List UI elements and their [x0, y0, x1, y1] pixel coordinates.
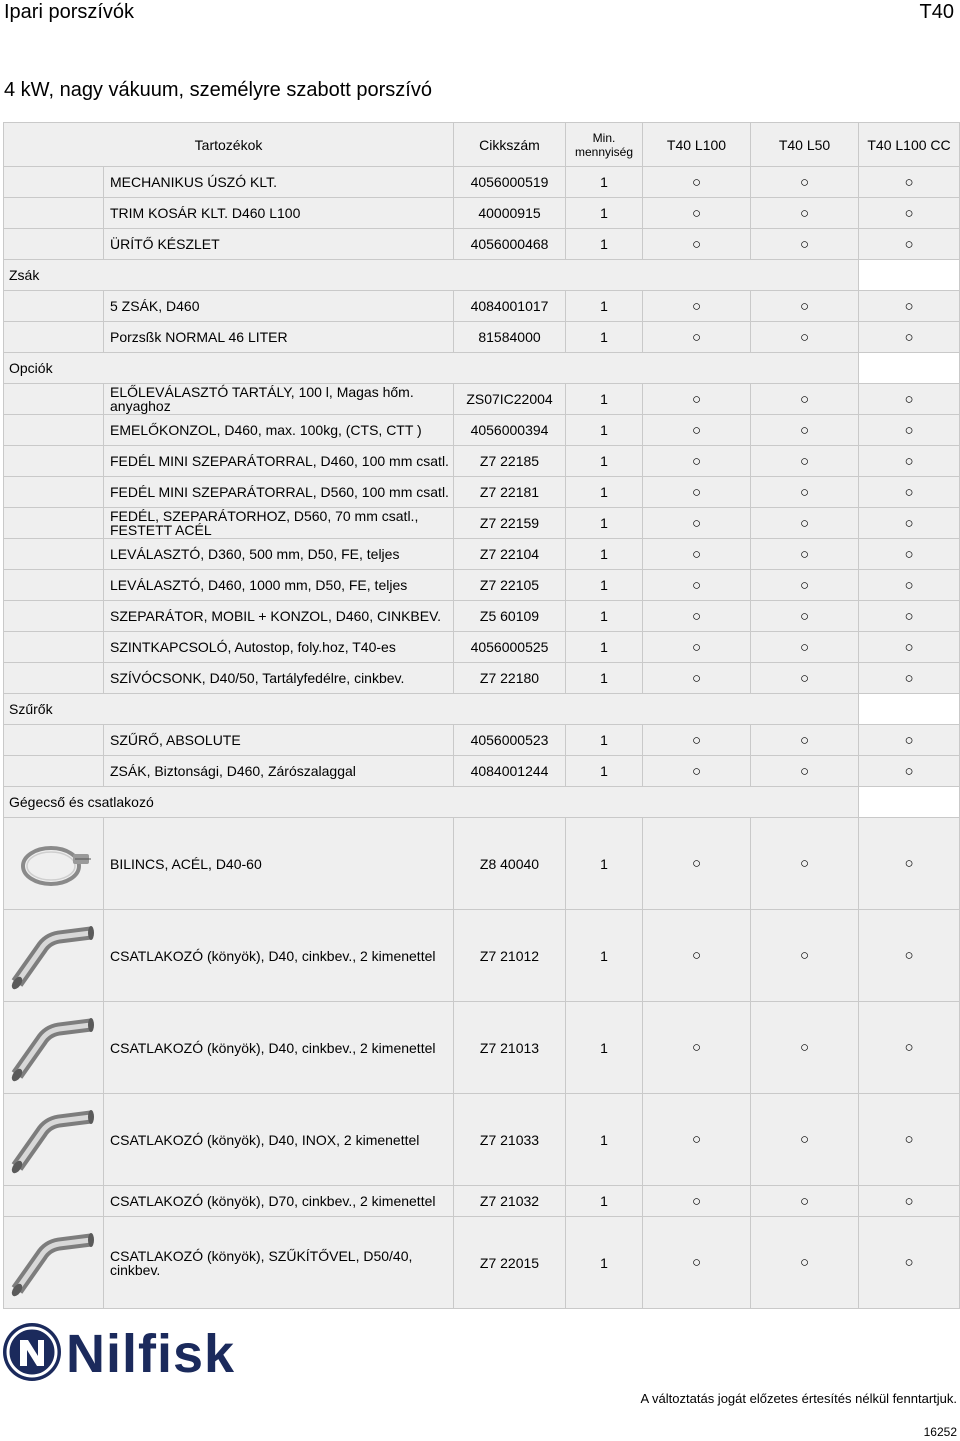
availability-t40-l50: ○ — [751, 756, 859, 787]
item-min-qty: 1 — [566, 632, 643, 663]
image-cell — [4, 384, 104, 415]
category-row — [4, 353, 960, 384]
table-row — [4, 632, 960, 663]
item-min-qty: 1 — [566, 384, 643, 415]
footer-note: A változtatás jogát előzetes értesítés nélkül fenntartjuk. — [640, 1391, 957, 1406]
document-title: Ipari porszívók — [4, 1, 135, 23]
table-row — [4, 818, 960, 910]
availability-t40-l50: ○ — [751, 539, 859, 570]
availability-t40-l100-cc: ○ — [859, 1002, 960, 1094]
item-min-qty: 1 — [566, 756, 643, 787]
accessories-table — [3, 122, 960, 1309]
image-cell — [4, 322, 104, 353]
availability-t40-l100: ○ — [643, 446, 751, 477]
table-row — [4, 446, 960, 477]
item-min-qty: 1 — [566, 910, 643, 1002]
elbow-image — [4, 1217, 104, 1309]
availability-t40-l100-cc: ○ — [859, 1094, 960, 1186]
availability-t40-l100: ○ — [643, 415, 751, 446]
item-name: 5 ZSÁK, D460 — [104, 291, 454, 322]
availability-t40-l100-cc: ○ — [859, 384, 960, 415]
availability-t40-l50: ○ — [751, 570, 859, 601]
item-min-qty: 1 — [566, 1217, 643, 1309]
item-min-qty: 1 — [566, 663, 643, 694]
image-cell — [4, 756, 104, 787]
table-row — [4, 539, 960, 570]
item-code: Z7 21033 — [454, 1094, 566, 1186]
category-filler — [859, 353, 960, 384]
availability-t40-l100: ○ — [643, 756, 751, 787]
table-row — [4, 415, 960, 446]
image-cell — [4, 477, 104, 508]
product-subtitle: 4 kW, nagy vákuum, személyre szabott porszívó — [4, 79, 432, 101]
availability-t40-l50: ○ — [751, 198, 859, 229]
image-cell — [4, 601, 104, 632]
item-code: ZS07IC22004 — [454, 384, 566, 415]
item-code: 81584000 — [454, 322, 566, 353]
table-row — [4, 508, 960, 539]
availability-t40-l50: ○ — [751, 601, 859, 632]
item-name: SZÍVÓCSONK, D40/50, Tartályfedélre, cinkbev. — [104, 663, 454, 694]
item-name: SZINTKAPCSOLÓ, Autostop, foly.hoz, T40-es — [104, 632, 454, 663]
image-cell — [4, 446, 104, 477]
item-code: Z8 40040 — [454, 818, 566, 910]
document-model: T40 — [919, 1, 954, 23]
availability-t40-l100: ○ — [643, 198, 751, 229]
availability-t40-l50: ○ — [751, 415, 859, 446]
item-name: FEDÉL MINI SZEPARÁTORRAL, D460, 100 mm csatl. — [104, 446, 454, 477]
availability-t40-l100: ○ — [643, 291, 751, 322]
item-code: Z7 21013 — [454, 1002, 566, 1094]
clamp-image — [4, 818, 104, 910]
col-header-t40-l100-cc: T40 L100 CC — [859, 123, 960, 167]
item-code: Z7 22180 — [454, 663, 566, 694]
availability-t40-l50: ○ — [751, 818, 859, 910]
table-row — [4, 384, 960, 415]
document-header — [0, 0, 960, 26]
availability-t40-l100-cc: ○ — [859, 756, 960, 787]
item-code: 4084001017 — [454, 291, 566, 322]
availability-t40-l100-cc: ○ — [859, 1217, 960, 1309]
item-name: LEVÁLASZTÓ, D460, 1000 mm, D50, FE, teljes — [104, 570, 454, 601]
item-min-qty: 1 — [566, 446, 643, 477]
availability-t40-l100: ○ — [643, 167, 751, 198]
item-min-qty: 1 — [566, 229, 643, 260]
item-code: Z7 22105 — [454, 570, 566, 601]
table-row — [4, 663, 960, 694]
category-label: Szűrők — [4, 694, 859, 725]
category-row — [4, 694, 960, 725]
item-name: SZEPARÁTOR, MOBIL + KONZOL, D460, CINKBEV. — [104, 601, 454, 632]
image-cell — [4, 198, 104, 229]
availability-t40-l50: ○ — [751, 1217, 859, 1309]
availability-t40-l50: ○ — [751, 910, 859, 1002]
item-code: 40000915 — [454, 198, 566, 229]
item-name: CSATLAKOZÓ (könyök), SZŰKÍTŐVEL, D50/40, cinkbev. — [104, 1217, 454, 1309]
item-name: FEDÉL, SZEPARÁTORHOZ, D560, 70 mm csatl., FESTETT ACÉL — [104, 508, 454, 539]
item-min-qty: 1 — [566, 477, 643, 508]
item-min-qty: 1 — [566, 818, 643, 910]
item-min-qty: 1 — [566, 322, 643, 353]
item-name: ZSÁK, Biztonsági, D460, Zárószalaggal — [104, 756, 454, 787]
availability-t40-l100: ○ — [643, 322, 751, 353]
col-header-t40-l50: T40 L50 — [751, 123, 859, 167]
availability-t40-l50: ○ — [751, 477, 859, 508]
item-code: Z7 22015 — [454, 1217, 566, 1309]
item-min-qty: 1 — [566, 570, 643, 601]
item-code: Z7 21032 — [454, 1186, 566, 1217]
image-cell — [4, 508, 104, 539]
image-cell — [4, 539, 104, 570]
item-code: 4056000525 — [454, 632, 566, 663]
image-cell — [4, 570, 104, 601]
availability-t40-l100: ○ — [643, 1217, 751, 1309]
item-name: BILINCS, ACÉL, D40-60 — [104, 818, 454, 910]
availability-t40-l50: ○ — [751, 446, 859, 477]
item-code: Z7 21012 — [454, 910, 566, 1002]
availability-t40-l50: ○ — [751, 229, 859, 260]
availability-t40-l100-cc: ○ — [859, 198, 960, 229]
availability-t40-l50: ○ — [751, 1186, 859, 1217]
table-row — [4, 198, 960, 229]
item-code: Z5 60109 — [454, 601, 566, 632]
availability-t40-l100-cc: ○ — [859, 725, 960, 756]
availability-t40-l50: ○ — [751, 1094, 859, 1186]
availability-t40-l100-cc: ○ — [859, 322, 960, 353]
availability-t40-l100: ○ — [643, 818, 751, 910]
image-cell — [4, 229, 104, 260]
item-min-qty: 1 — [566, 601, 643, 632]
item-name: TRIM KOSÁR KLT. D460 L100 — [104, 198, 454, 229]
item-code: Z7 22185 — [454, 446, 566, 477]
item-name: FEDÉL MINI SZEPARÁTORRAL, D560, 100 mm csatl. — [104, 477, 454, 508]
availability-t40-l100-cc: ○ — [859, 446, 960, 477]
availability-t40-l100-cc: ○ — [859, 632, 960, 663]
item-code: Z7 22181 — [454, 477, 566, 508]
availability-t40-l100-cc: ○ — [859, 570, 960, 601]
image-cell — [4, 725, 104, 756]
category-label: Opciók — [4, 353, 859, 384]
table-header-row — [4, 123, 960, 167]
elbow-image — [4, 910, 104, 1002]
image-cell — [4, 1186, 104, 1217]
availability-t40-l100-cc: ○ — [859, 508, 960, 539]
availability-t40-l50: ○ — [751, 167, 859, 198]
elbow-image — [4, 1094, 104, 1186]
table-row — [4, 601, 960, 632]
table-row — [4, 291, 960, 322]
item-name: ELŐLEVÁLASZTÓ TARTÁLY, 100 l, Magas hőm. anyaghoz — [104, 384, 454, 415]
availability-t40-l100: ○ — [643, 725, 751, 756]
availability-t40-l50: ○ — [751, 1002, 859, 1094]
availability-t40-l100: ○ — [643, 570, 751, 601]
table-row — [4, 910, 960, 1002]
table-row — [4, 570, 960, 601]
table-row — [4, 1002, 960, 1094]
availability-t40-l100-cc: ○ — [859, 539, 960, 570]
availability-t40-l50: ○ — [751, 322, 859, 353]
item-name: Porzsßk NORMAL 46 LITER — [104, 322, 454, 353]
availability-t40-l100: ○ — [643, 632, 751, 663]
item-code: 4056000523 — [454, 725, 566, 756]
category-label: Zsák — [4, 260, 859, 291]
category-label: Gégecső és csatlakozó — [4, 787, 859, 818]
item-min-qty: 1 — [566, 415, 643, 446]
availability-t40-l100: ○ — [643, 910, 751, 1002]
image-cell — [4, 167, 104, 198]
table-row — [4, 756, 960, 787]
item-min-qty: 1 — [566, 539, 643, 570]
availability-t40-l50: ○ — [751, 725, 859, 756]
availability-t40-l50: ○ — [751, 508, 859, 539]
item-min-qty: 1 — [566, 508, 643, 539]
availability-t40-l100: ○ — [643, 1186, 751, 1217]
availability-t40-l50: ○ — [751, 384, 859, 415]
category-filler — [859, 787, 960, 818]
image-cell — [4, 663, 104, 694]
item-min-qty: 1 — [566, 1186, 643, 1217]
table-row — [4, 322, 960, 353]
availability-t40-l100: ○ — [643, 539, 751, 570]
category-row — [4, 787, 960, 818]
availability-t40-l50: ○ — [751, 663, 859, 694]
table-row — [4, 725, 960, 756]
availability-t40-l50: ○ — [751, 291, 859, 322]
availability-t40-l100-cc: ○ — [859, 415, 960, 446]
availability-t40-l100: ○ — [643, 1002, 751, 1094]
category-row — [4, 260, 960, 291]
item-name: CSATLAKOZÓ (könyök), D40, cinkbev., 2 kimenettel — [104, 1002, 454, 1094]
item-name: CSATLAKOZÓ (könyök), D40, INOX, 2 kimenettel — [104, 1094, 454, 1186]
availability-t40-l100-cc: ○ — [859, 601, 960, 632]
item-code: 4056000394 — [454, 415, 566, 446]
availability-t40-l100-cc: ○ — [859, 291, 960, 322]
category-filler — [859, 694, 960, 725]
availability-t40-l100: ○ — [643, 477, 751, 508]
col-header-code: Cikkszám — [454, 123, 566, 167]
col-header-t40-l100: T40 L100 — [643, 123, 751, 167]
item-min-qty: 1 — [566, 1094, 643, 1186]
availability-t40-l100: ○ — [643, 229, 751, 260]
item-min-qty: 1 — [566, 198, 643, 229]
availability-t40-l100-cc: ○ — [859, 910, 960, 1002]
image-cell — [4, 291, 104, 322]
table-row — [4, 1186, 960, 1217]
availability-t40-l100-cc: ○ — [859, 1186, 960, 1217]
nilfisk-logo — [2, 1320, 308, 1384]
availability-t40-l100: ○ — [643, 1094, 751, 1186]
item-min-qty: 1 — [566, 167, 643, 198]
item-name: CSATLAKOZÓ (könyök), D70, cinkbev., 2 kimenettel — [104, 1186, 454, 1217]
logo-wordmark: Nilfisk — [66, 1324, 236, 1384]
table-row — [4, 1217, 960, 1309]
availability-t40-l100: ○ — [643, 384, 751, 415]
item-name: CSATLAKOZÓ (könyök), D40, cinkbev., 2 kimenettel — [104, 910, 454, 1002]
image-cell — [4, 632, 104, 663]
availability-t40-l100-cc: ○ — [859, 663, 960, 694]
col-header-min-qty: Min. mennyiség — [566, 123, 643, 167]
item-min-qty: 1 — [566, 1002, 643, 1094]
item-name: MECHANIKUS ÚSZÓ KLT. — [104, 167, 454, 198]
availability-t40-l100: ○ — [643, 663, 751, 694]
item-name: SZŰRŐ, ABSOLUTE — [104, 725, 454, 756]
availability-t40-l100-cc: ○ — [859, 818, 960, 910]
item-code: 4056000468 — [454, 229, 566, 260]
item-code: Z7 22104 — [454, 539, 566, 570]
item-min-qty: 1 — [566, 725, 643, 756]
table-row — [4, 1094, 960, 1186]
item-name: ÜRÍTŐ KÉSZLET — [104, 229, 454, 260]
item-code: 4084001244 — [454, 756, 566, 787]
elbow-image — [4, 1002, 104, 1094]
item-min-qty: 1 — [566, 291, 643, 322]
table-row — [4, 477, 960, 508]
col-header-accessories: Tartozékok — [4, 123, 454, 167]
availability-t40-l100-cc: ○ — [859, 167, 960, 198]
table-row — [4, 229, 960, 260]
availability-t40-l100-cc: ○ — [859, 229, 960, 260]
availability-t40-l100: ○ — [643, 508, 751, 539]
table-body — [4, 167, 960, 1309]
item-name: LEVÁLASZTÓ, D360, 500 mm, D50, FE, teljes — [104, 539, 454, 570]
page-number: 16252 — [923, 1425, 957, 1439]
item-code: 4056000519 — [454, 167, 566, 198]
availability-t40-l100: ○ — [643, 601, 751, 632]
availability-t40-l50: ○ — [751, 632, 859, 663]
category-filler — [859, 260, 960, 291]
availability-t40-l100-cc: ○ — [859, 477, 960, 508]
image-cell — [4, 415, 104, 446]
item-code: Z7 22159 — [454, 508, 566, 539]
item-name: EMELŐKONZOL, D460, max. 100kg, (CTS, CTT ) — [104, 415, 454, 446]
table-row — [4, 167, 960, 198]
